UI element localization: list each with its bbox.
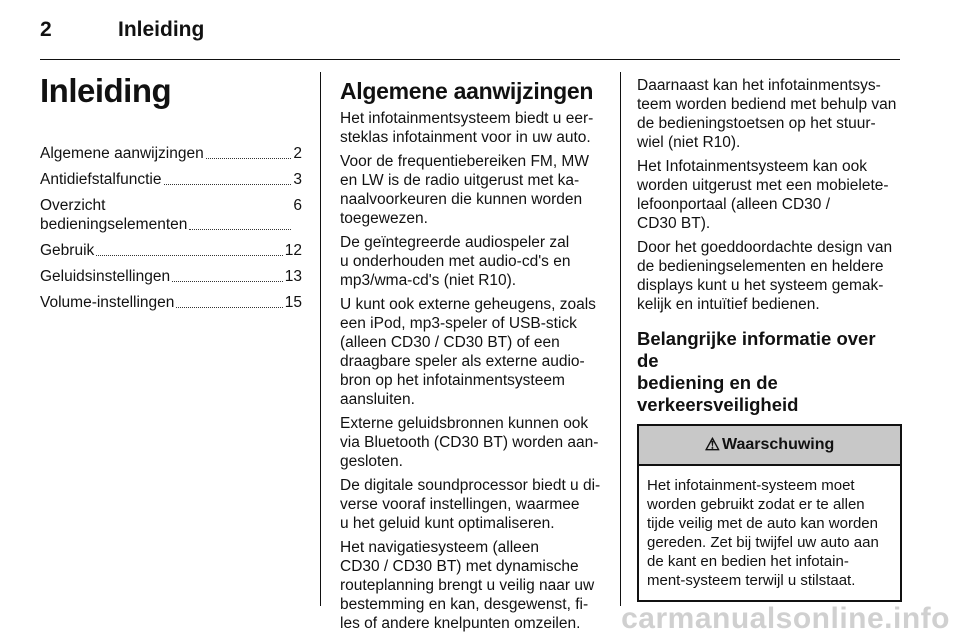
toc-label: Antidiefstalfunctie: [40, 171, 162, 188]
toc-leader: [96, 241, 282, 256]
toc-item[interactable]: [40, 293, 302, 312]
warning-text: Het infotainment-systeem moet worden gebruikt zodat er te allen tijde veilig met de auto kan worden gereden. Zet bij twijfel uw auto aan de kant en bedien het infotain- ment-systeem terwijl u stilstaat.: [647, 477, 879, 589]
paragraph: Externe geluidsbronnen kunnen ook via Bluetooth (CD30 BT) worden aan- gesloten.: [340, 415, 599, 470]
paragraph: Het infotainmentsysteem biedt u eer- steklas infotainment voor in uw auto.: [340, 110, 594, 146]
warning-title: Waarschuwing: [721, 436, 835, 453]
watermark: carmanualsonline.info: [621, 602, 950, 635]
column-divider: [320, 72, 321, 606]
toc-item[interactable]: [40, 196, 302, 234]
chapter-title: Inleiding: [40, 72, 172, 109]
toc-page: 15: [284, 294, 302, 311]
toc-label: Volume-instellingen: [40, 294, 175, 311]
section-heading: Algemene aanwijzingen: [340, 78, 594, 104]
toc-page: 12: [284, 242, 302, 259]
paragraph: Het Infotainmentsysteem kan ook worden uitgerust met een mobielete- lefoonportaal (alleen CD30 / CD30 BT).: [637, 158, 889, 232]
column-2: [340, 72, 602, 638]
warning-triangle-icon: ⚠: [704, 435, 720, 454]
warning-box: [637, 424, 902, 602]
toc-label: Overzicht bedieningselementen: [40, 197, 188, 233]
toc-label: Geluidsinstellingen: [40, 268, 171, 285]
toc-leader: [189, 196, 291, 230]
paragraph: Voor de frequentiebereiken FM, MW en LW is de radio uitgerust met ka- naalvoorkeuren die kunnen worden toegewezen.: [340, 153, 589, 227]
column-1: [40, 72, 302, 319]
toc-leader: [172, 267, 283, 282]
toc-leader: [164, 170, 292, 185]
toc-page: 6: [293, 197, 302, 214]
paragraph: Het navigatiesysteem (alleen CD30 / CD30 BT) met dynamische routeplanning brengt u veilig naar uw bestemming en kan, desgewenst, fi- les of andere knelpunten omzeilen.: [340, 539, 595, 632]
paragraph: Daarnaast kan het infotainmentsys- teem worden bediend met behulp van de bedieningstoetsen op het stuur- wiel (niet R10).: [637, 77, 897, 151]
toc-item[interactable]: [40, 144, 302, 163]
paragraph: U kunt ook externe geheugens, zoals een iPod, mp3-speler of USB-stick (alleen CD30 / CD30 BT) of een draagbare speler als externe audio- bron op het infotainmentsysteem aansluiten.: [340, 296, 596, 408]
header-title: Inleiding: [118, 18, 205, 41]
toc-item[interactable]: [40, 241, 302, 260]
toc-leader: [206, 144, 292, 159]
toc-item[interactable]: [40, 170, 302, 189]
column-divider: [620, 72, 621, 606]
page-number: 2: [40, 18, 52, 41]
toc-leader: [176, 293, 282, 308]
paragraph: Door het goeddoordachte design van de bedieningselementen en heldere displays kunt u het systeem gemak- kelijk en intuïtief bedienen.: [637, 239, 893, 313]
toc-page: 3: [293, 171, 302, 188]
warning-header: [639, 426, 900, 466]
table-of-contents: [40, 144, 302, 312]
toc-page: 13: [284, 268, 302, 285]
column-3: [637, 76, 902, 602]
header-rule: [40, 59, 900, 60]
paragraph: De geïntegreerde audiospeler zal u onderhouden met audio-cd's en mp3/wma-cd's (niet R10).: [340, 234, 571, 289]
paragraph: De digitale soundprocessor biedt u di- verse vooraf instellingen, waarmee u het geluid kunt optimaliseren.: [340, 477, 601, 532]
toc-item[interactable]: [40, 267, 302, 286]
subsection-heading: Belangrijke informatie over de bediening en de verkeersveiligheid: [637, 328, 876, 415]
toc-page: 2: [293, 145, 302, 162]
toc-label: Algemene aanwijzingen: [40, 145, 204, 162]
toc-label: Gebruik: [40, 242, 95, 259]
